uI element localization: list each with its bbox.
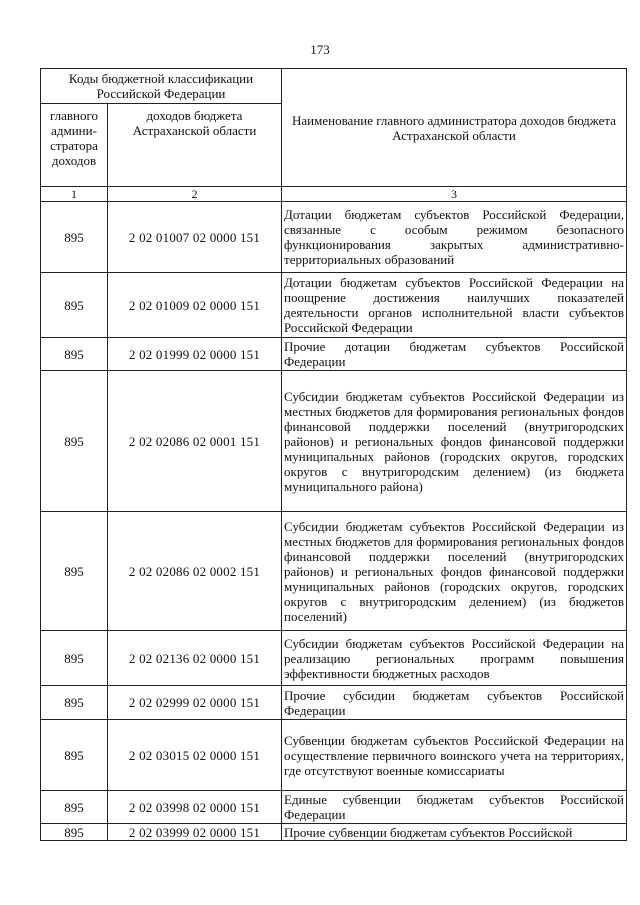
- income-code-cell: 2 02 03999 02 0000 151: [108, 824, 282, 841]
- income-code-cell: 2 02 02999 02 0000 151: [108, 686, 282, 720]
- income-name-cell: Дотации бюджетам субъектов Российской Федерации на поощрение достижения наилучших показателей деятельности органов исполнительной власти субъектов Российской Федерации: [282, 273, 627, 338]
- income-code-cell: 2 02 01009 02 0000 151: [108, 273, 282, 338]
- table-row: [41, 202, 627, 273]
- table-row: [41, 631, 627, 686]
- income-code-cell: 2 02 02136 02 0000 151: [108, 631, 282, 686]
- admin-code-cell: 895: [41, 202, 108, 273]
- admin-code-cell: 895: [41, 371, 108, 512]
- admin-code-cell: 895: [41, 824, 108, 841]
- admin-code-cell: 895: [41, 791, 108, 824]
- budget-classification-table: [40, 68, 627, 841]
- income-code-cell: 2 02 03015 02 0000 151: [108, 720, 282, 791]
- income-name-cell: Субсидии бюджетам субъектов Российской Федерации из местных бюджетов для формирования региональных фондов финансовой поддержки поселений (внутригородских районов) и региональных фондов финансовой поддержки муниципальных районов (городских округов, городских округов с внутригородским делением) (из бюджетов поселений): [282, 512, 627, 631]
- column-number-row: [41, 187, 627, 202]
- income-name-cell: Прочие субвенции бюджетам субъектов Российской: [282, 824, 627, 841]
- column-number-3: 3: [282, 187, 627, 202]
- income-name-cell: Субсидии бюджетам субъектов Российской Федерации на реализацию региональных программ повышения эффективности бюджетных расходов: [282, 631, 627, 686]
- table-row: [41, 371, 627, 512]
- table-row: [41, 512, 627, 631]
- column-number-2: 2: [108, 187, 282, 202]
- income-name-cell: Единые субвенции бюджетам субъектов Российской Федерации: [282, 791, 627, 824]
- income-code-cell: 2 02 01007 02 0000 151: [108, 202, 282, 273]
- income-name-cell: Прочие дотации бюджетам субъектов Российской Федерации: [282, 338, 627, 371]
- table-row: [41, 338, 627, 371]
- header-row-group: [41, 69, 627, 104]
- admin-code-cell: 895: [41, 338, 108, 371]
- admin-code-cell: 895: [41, 273, 108, 338]
- income-name-cell: Прочие субсидии бюджетам субъектов Российской Федерации: [282, 686, 627, 720]
- table-row: [41, 686, 627, 720]
- income-name-cell: Дотации бюджетам субъектов Российской Федерации, связанные с особым режимом безопасного функционирования закрытых административно-территориальных образований: [282, 202, 627, 273]
- table-row: [41, 824, 627, 841]
- table-row: [41, 273, 627, 338]
- income-code-cell: 2 02 03998 02 0000 151: [108, 791, 282, 824]
- column-number-1: 1: [41, 187, 108, 202]
- admin-code-cell: 895: [41, 686, 108, 720]
- header-admin-column: главного админи-стратора доходов: [41, 104, 108, 187]
- admin-code-cell: 895: [41, 720, 108, 791]
- page-number: 173: [310, 42, 330, 57]
- income-code-cell: 2 02 01999 02 0000 151: [108, 338, 282, 371]
- table-row: [41, 720, 627, 791]
- table-row: [41, 791, 627, 824]
- income-code-cell: 2 02 02086 02 0002 151: [108, 512, 282, 631]
- admin-code-cell: 895: [41, 512, 108, 631]
- income-code-cell: 2 02 02086 02 0001 151: [108, 371, 282, 512]
- income-name-cell: Субсидии бюджетам субъектов Российской Федерации из местных бюджетов для формирования региональных фондов финансовой поддержки поселений (внутригородских районов) и региональных фондов финансовой поддержки муниципальных районов (городских округов, городских округов с внутригородским делением) (из бюджета муниципального района): [282, 371, 627, 512]
- header-group-label: Коды бюджетной классификации Российской Федерации: [41, 69, 282, 104]
- admin-code-cell: 895: [41, 631, 108, 686]
- header-code-column: доходов бюджета Астраханской области: [108, 104, 282, 187]
- header-name-column: Наименование главного администратора доходов бюджета Астраханской области: [282, 69, 627, 187]
- income-name-cell: Субвенции бюджетам субъектов Российской Федерации на осуществление первичного воинского учета на территориях, где отсутствуют военные комиссариаты: [282, 720, 627, 791]
